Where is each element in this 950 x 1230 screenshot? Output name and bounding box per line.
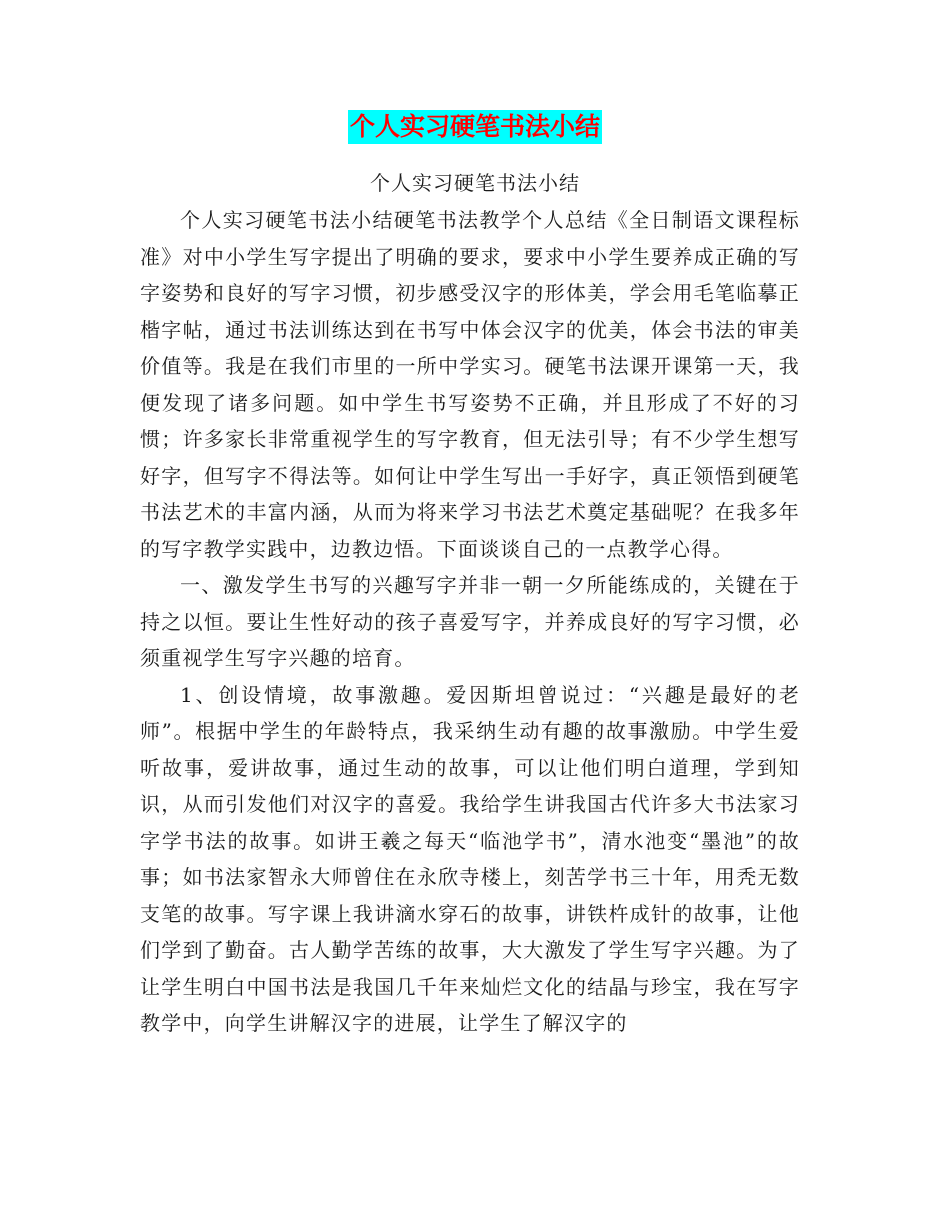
paragraph-section-one: 一、激发学生书写的兴趣写字并非一朝一夕所能练成的，关键在于持之以恒。要让生性好动的孩子喜爱写字，并养成良好的写字习惯，必须重视学生写字兴趣的培育。 [140,573,800,670]
title-container [0,110,950,144]
paragraph-item-one: 1、创设情境，故事激趣。爱因斯坦曾说过：“兴趣是最好的老师”。根据中学生的年龄特点，我采纳生动有趣的故事激励。中学生爱听故事，爱讲故事，通过生动的故事，可以让他们明白道理，学到知识，从而引发他们对汉字的喜爱。我给学生讲我国古代许多大书法家习字学书法的故事。如讲王羲之每天“临池学书”，清水池变“墨池”的故事；如书法家智永大师曾住在永欣寺楼上，刻苦学书三十年，用秃无数支笔的故事。写字课上我讲滴水穿石的故事，讲铁杵成针的故事，让他们学到了勤奋。古人勤学苦练的故事，大大激发了学生写字兴趣。为了让学生明白中国书法是我国几千年来灿烂文化的结晶与珍宝，我在写字教学中，向学生讲解汉字的进展，让学生了解汉字的 [140,682,800,1035]
paragraph-intro: 个人实习硬笔书法小结硬笔书法教学个人总结《全日制语文课程标准》对中小学生写字提出了明确的要求，要求中小学生要养成正确的写字姿势和良好的写字习惯，初步感受汉字的形体美，学会用毛笔临摹正楷字帖，通过书法训练达到在书写中体会汉字的优美，体会书法的审美价值等。我是在我们市里的一所中学实习。硬笔书法课开课第一天，我便发现了诸多问题。如中学生书写姿势不正确，并且形成了不好的习惯；许多家长非常重视学生的写字教育，但无法引导；有不少学生想写好字，但写字不得法等。如何让中学生写出一手好字，真正领悟到硬笔书法艺术的丰富内涵，从而为将来学习书法艺术奠定基础呢？在我多年的写字教学实践中，边教边悟。下面谈谈自己的一点教学心得。 [140,208,800,561]
document-body [140,202,800,1042]
document-subtitle: 个人实习硬笔书法小结 [370,171,580,195]
document-title: 个人实习硬笔书法小结 [348,110,602,144]
